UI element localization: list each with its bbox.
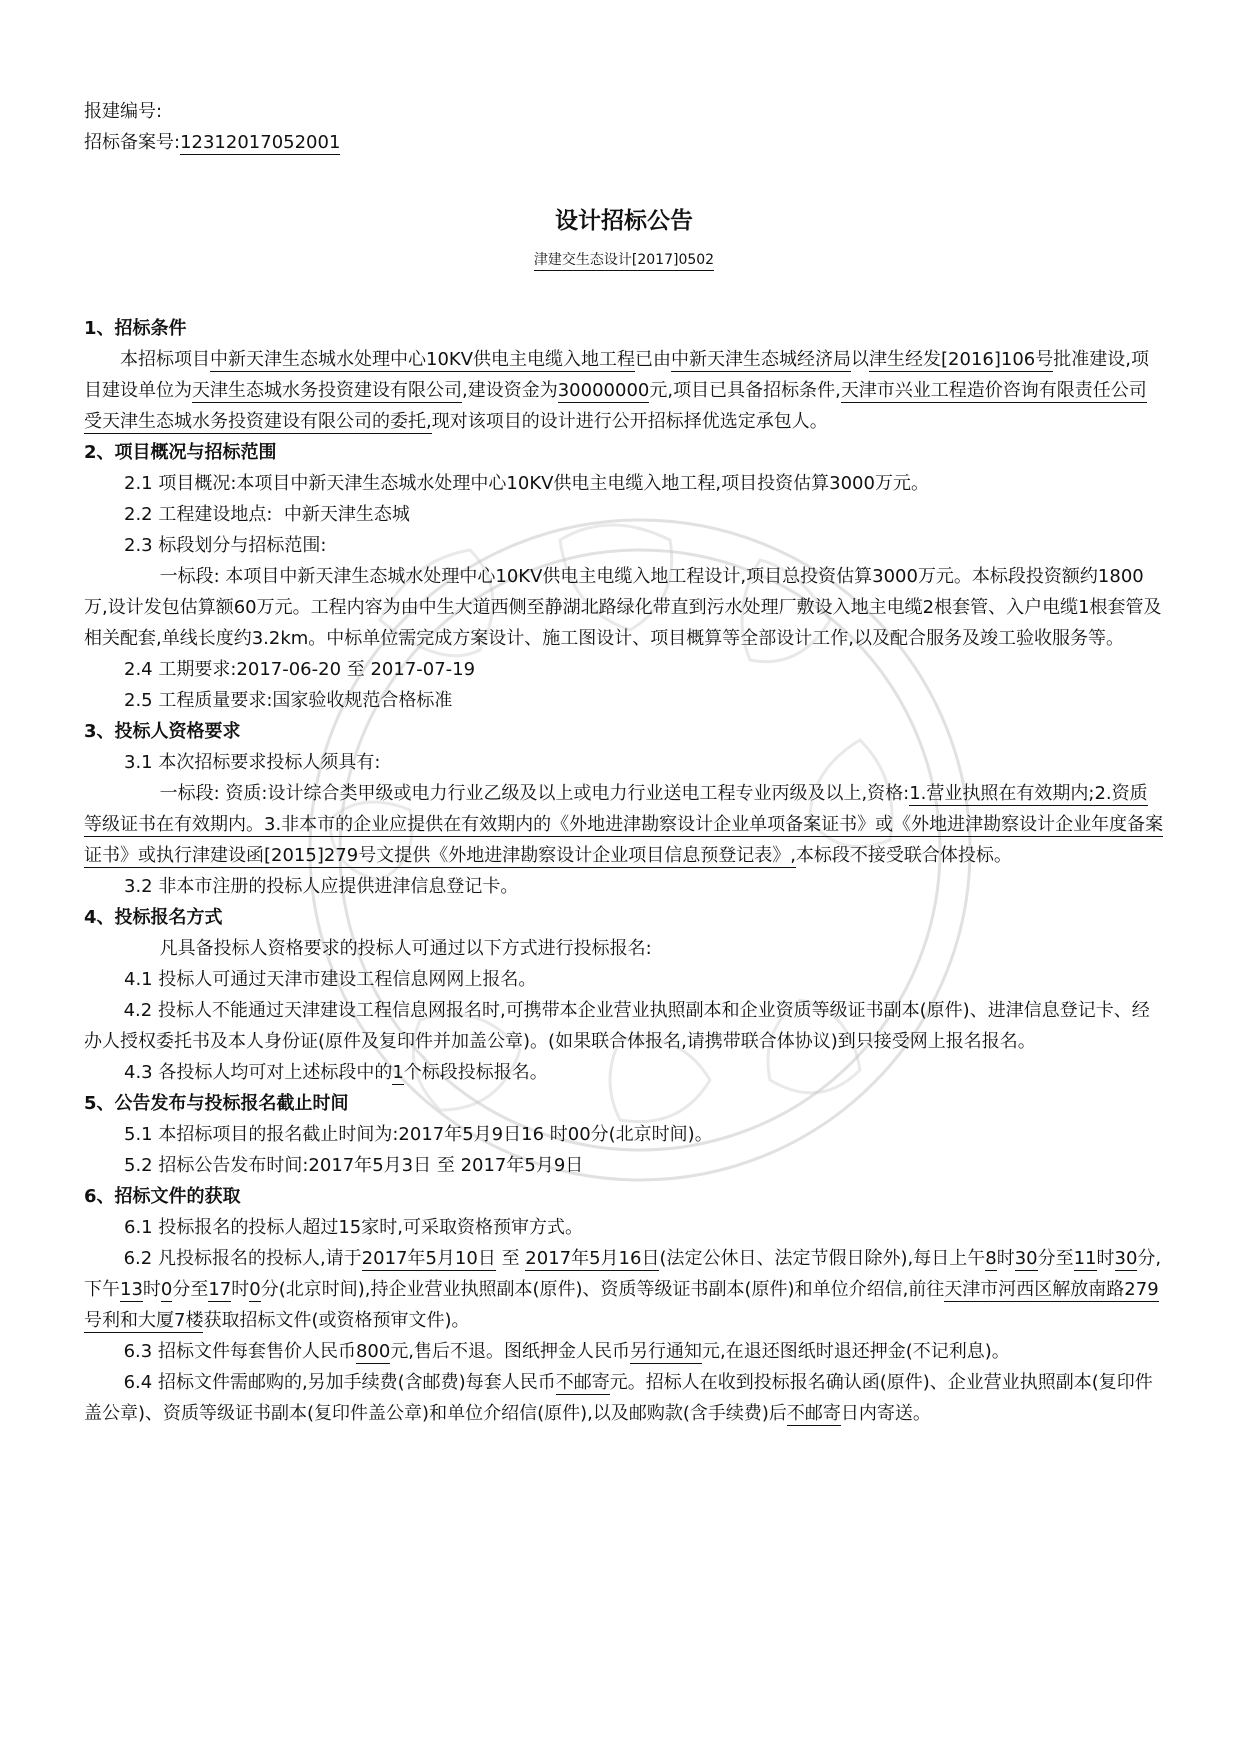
hour-unit: 时	[1096, 1248, 1115, 1269]
item-6-2-pm-end-min: 0	[249, 1279, 261, 1300]
s1-approver: 中新天津生态城经济局	[671, 349, 852, 370]
item-3-1-lot	[84, 778, 1164, 871]
lot-requirements: 1.营业执照在有效期内;2.资质等级证书在有效期内。3.非本市的企业应提供在有效期内的《外地进津勘察设计企业单项备案证书》或《外地进津勘察设计企业年度备案证书》或执行津建设函[2015]279号文提供《外地进津勘察设计企业项目信息预登记表》,	[84, 783, 1164, 866]
item-6-2-end-date: 2017年5月16日	[525, 1248, 660, 1269]
s1-text-c: 以	[851, 349, 870, 370]
section-2-heading: 2、项目概况与招标范围	[84, 442, 277, 463]
item-2-4	[84, 654, 1164, 685]
item-4-3	[84, 1057, 1164, 1088]
item-6-2-am-start-min: 30	[1014, 1248, 1038, 1269]
item-6-1: 6.1 投标报名的投标人超过15家时,可采取资格预审方式。	[124, 1217, 583, 1238]
document-number	[84, 249, 1164, 269]
item-2-4-label: 2.4 工期要求:	[124, 659, 237, 680]
item-2-3-detail: 一标段: 本项目中新天津生态城水处理中心10KV供电主电缆入地工程设计,项目总投资估算3000万元。本标段投资额约1800万,设计发包估算额60万元。工程内容为由中生大道西侧至静湖北路绿化带直到污水处理厂敷设入地主电缆2根套管、入户电缆1根套管及相关配套,单线长度约3.2km。中标单位需完成方案设计、施工图设计、项目概算等全部设计工作,以及配合服务及竣工验收服务等。	[84, 566, 1162, 649]
item-6-2	[84, 1243, 1164, 1336]
item-6-4-text-c: 日内寄送。	[840, 1403, 931, 1424]
item-6-2-text-e: 获取招标文件(或资格预审文件)。	[203, 1310, 470, 1331]
s1-project-name: 中新天津生态城水处理中心10KV供电主电缆入地工程	[210, 349, 636, 370]
item-3-2: 3.2 非本市注册的投标人应提供进津信息登记卡。	[124, 876, 519, 897]
s1-owner: 天津生态城水务投资建设有限公司	[192, 380, 462, 401]
item-2-5	[84, 685, 1164, 716]
item-2-3: 2.3 标段划分与招标范围:	[124, 535, 327, 556]
s1-approval-no: 津生经发[2016]106号	[869, 349, 1054, 370]
section-5-heading: 5、公告发布与投标报名截止时间	[84, 1093, 349, 1114]
item-4-3-count: 1	[392, 1062, 404, 1083]
filing-number-label: 招标备案号:	[84, 132, 181, 153]
hour-unit: 时	[996, 1248, 1015, 1269]
item-4-2: 4.2 投标人不能通过天津建设工程信息网报名时,可携带本企业营业执照副本和企业资质等级证书副本(原件)、进津信息登记卡、经办人授权委托书及本人身份证(原件及复印件并加盖公章)。(如果联合体报名,请携带联合体协议)到只接受网上报名报名。	[84, 1000, 1150, 1052]
item-6-3	[84, 1336, 1164, 1367]
document-content	[84, 96, 1164, 1429]
s1-text-b: 已由	[635, 349, 672, 370]
item-4-3-text-b: 个标段投标报名。	[403, 1062, 548, 1083]
item-6-4-text-a: 6.4 招标文件需邮购的,另加手续费(含邮费)每套人民币	[123, 1372, 556, 1393]
item-6-3-text-b: 元,售后不退。图纸押金人民币	[390, 1341, 631, 1362]
item-6-4-text-b: 元。招标人在收到投标报名确认函(原件)、企业营业执照副本(复印件盖公章)、资质等级证书副本(复印件盖公章)和单位介绍信(原件),以及邮购款(含手续费)后	[84, 1372, 1153, 1424]
section-4-heading: 4、投标报名方式	[84, 907, 223, 928]
min-to: 分至	[1037, 1248, 1074, 1269]
section-1-paragraph	[84, 344, 1164, 437]
s1-text-a: 本招标项目	[120, 349, 210, 370]
s1-text-e: ,建设资金为	[462, 380, 558, 401]
document-number-value: 津建交生态设计[2017]0502	[534, 252, 714, 271]
item-2-1: 2.1 项目概况:本项目中新天津生态城水处理中心10KV供电主电缆入地工程,项目投资估算3000万元。	[124, 473, 929, 494]
item-2-4-value: 2017-06-20 至 2017-07-19	[236, 659, 476, 680]
s1-agent: 天津市兴业工程造价咨询有限责任公司受天津生态城水务投资建设有限公司的委托,	[84, 380, 1147, 432]
item-6-2-pm-end-hour: 17	[208, 1279, 232, 1300]
item-6-2-address: 天津市河西区解放南路279号利和大厦7楼	[84, 1279, 1159, 1331]
document-title: 设计招标公告	[555, 208, 693, 234]
item-6-2-pm-start-min: 0	[160, 1279, 173, 1300]
hour-unit: 时	[231, 1279, 250, 1300]
item-6-3-text-c: 元,在退还图纸时退还押金(不记利息)。	[702, 1341, 1010, 1362]
filing-number-row	[84, 127, 1164, 158]
item-6-2-to: 至	[495, 1248, 526, 1269]
item-6-4-fee: 不邮寄	[555, 1372, 610, 1393]
filing-number-value: 12312017052001	[180, 132, 341, 153]
item-2-5-label: 2.5 工程质量要求:	[124, 690, 273, 711]
item-6-2-text-c: (法定公休日、法定节假日除外),每日上午	[659, 1248, 986, 1269]
s1-text-g: 现对该项目的设计进行公开招标择优选定承包人。	[431, 411, 828, 432]
item-6-2-am-end-hour: 11	[1073, 1248, 1097, 1269]
item-4-3-text-a: 4.3 各投标人均可对上述标段中的	[124, 1062, 393, 1083]
item-6-3-text-a: 6.3 招标文件每套售价人民币	[123, 1341, 356, 1362]
item-3-1: 3.1 本次招标要求投标人须具有:	[124, 752, 381, 773]
min-to: 分至	[172, 1279, 209, 1300]
section-4-intro: 凡具备投标人资格要求的投标人可通过以下方式进行投标报名:	[159, 938, 652, 959]
item-6-3-price: 800	[355, 1341, 391, 1362]
report-number-label: 报建编号:	[84, 101, 163, 122]
section-3-heading: 3、投标人资格要求	[84, 721, 241, 742]
section-1-heading: 1、招标条件	[84, 318, 187, 339]
hour-unit: 时	[142, 1279, 161, 1300]
s1-text-f: 元,项目已具备招标条件,	[649, 380, 841, 401]
item-6-2-pm-start-hour: 13	[120, 1279, 143, 1300]
item-6-2-start-date: 2017年5月10日	[361, 1248, 496, 1269]
lot-qualification: 一标段: 资质:设计综合类甲级或电力行业乙级及以上或电力行业送电工程专业丙级及以上,资格:	[159, 783, 910, 804]
item-2-2-label: 2.2 工程建设地点:	[124, 504, 273, 525]
item-5-1: 5.1 本招标项目的报名截止时间为:2017年5月9日16 时00分(北京时间)。	[124, 1124, 713, 1145]
item-6-3-deposit: 另行通知	[630, 1341, 703, 1362]
item-6-2-am-end-min: 30	[1114, 1248, 1138, 1269]
header-meta	[84, 96, 1164, 158]
item-6-4-days: 不邮寄	[786, 1403, 841, 1424]
item-2-2-value: 中新天津生态城	[283, 504, 410, 525]
report-number-row	[84, 96, 1164, 127]
section-6-heading: 6、招标文件的获取	[84, 1186, 241, 1207]
min-pm: 分,下午	[84, 1248, 1162, 1300]
s1-text-d: 批准建设,项目建设单位为	[84, 349, 1149, 401]
document-body	[84, 313, 1164, 1429]
s1-fund: 30000000	[557, 380, 650, 401]
item-6-2-text-d: 分(北京时间),持企业营业执照副本(原件)、资质等级证书副本(原件)和单位介绍信,前往	[260, 1279, 945, 1300]
item-6-2-am-start-hour: 8	[985, 1248, 997, 1269]
item-2-5-value: 国家验收规范合格标准	[272, 690, 453, 711]
lot-consortium-note: 本标段不接受联合体投标。	[795, 845, 1012, 866]
item-5-2: 5.2 招标公告发布时间:2017年5月3日 至 2017年5月9日	[124, 1155, 584, 1176]
item-2-2	[84, 499, 1164, 530]
item-6-2-text-a: 6.2 凡投标报名的投标人,请于	[123, 1248, 362, 1269]
item-6-4	[84, 1367, 1164, 1429]
item-4-1: 4.1 投标人可通过天津市建设工程信息网网上报名。	[124, 969, 537, 990]
